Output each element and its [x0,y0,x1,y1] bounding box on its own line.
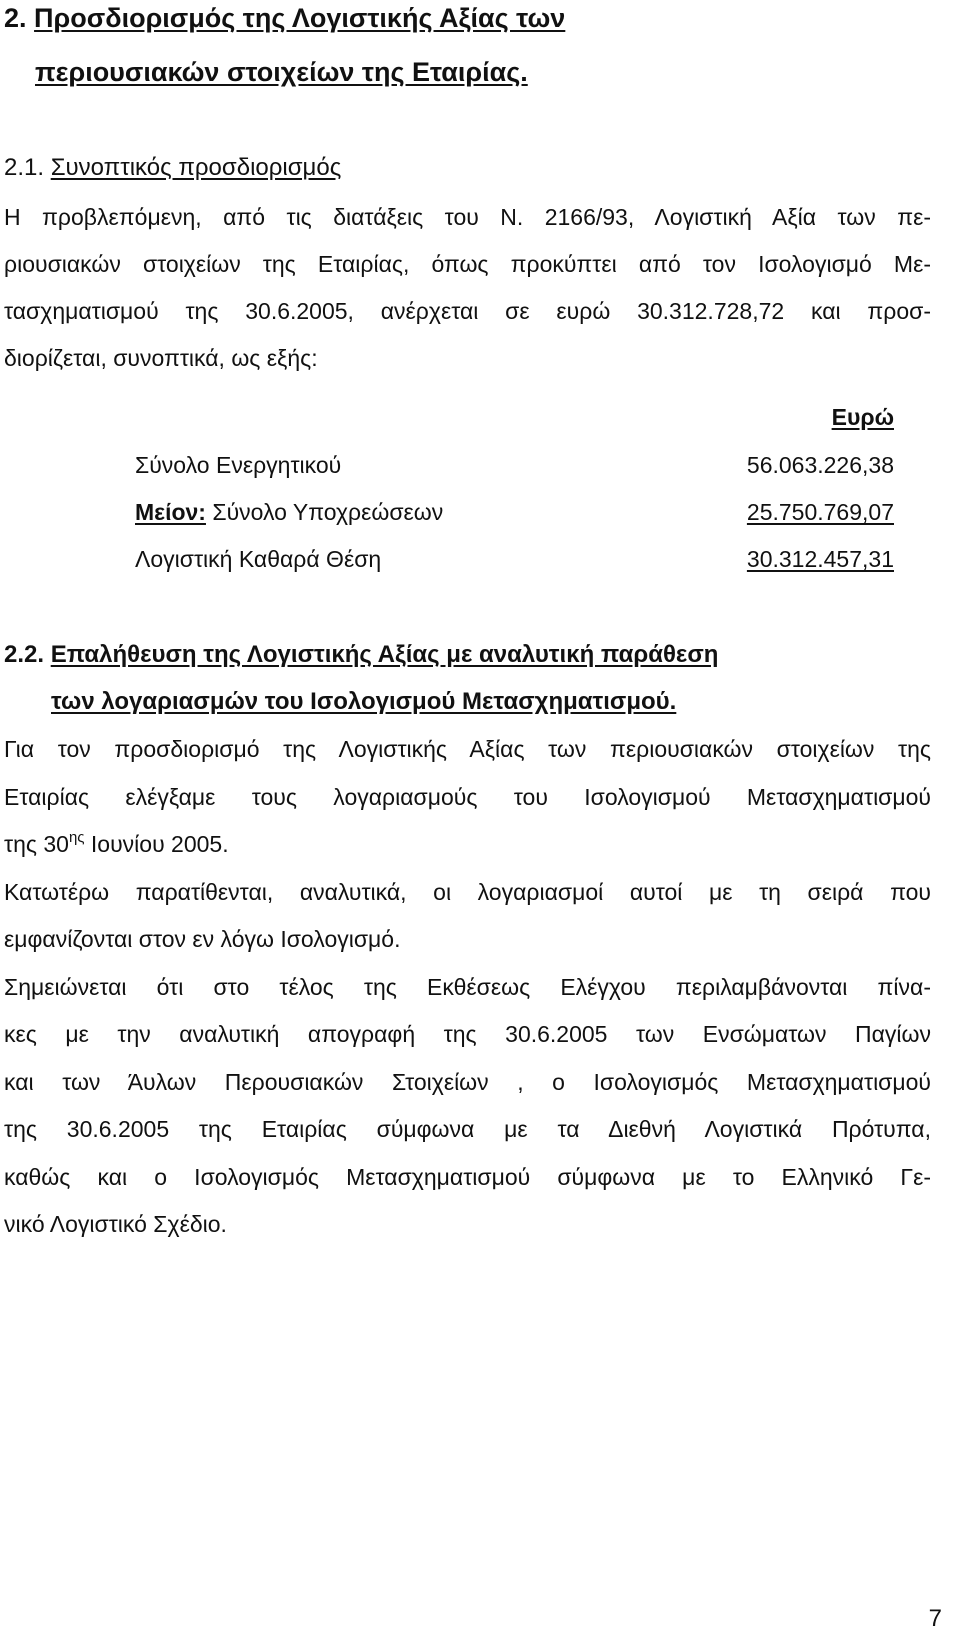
page-number: 7 [928,1605,942,1632]
paragraph-line: τασχηματισμού της 30.6.2005, ανέρχεται σε ευρώ 30.312.728,72 και προσ- [4,298,931,324]
paragraph-line: Για τον προσδιορισμό της Λογιστικής Αξίας των περιουσιακών στοιχείων της [4,736,931,762]
paragraph-line: της 30.6.2005 της Εταιρίας σύμφωνα με τα Διεθνή Λογιστικά Πρότυπα, [4,1116,931,1142]
section-2-title-part1: Προσδιορισμός της Λογιστικής Αξίας των [34,3,566,33]
section-2-1-heading [4,154,341,182]
paragraph-line: διορίζεται, συνοπτικά, ως εξής: [4,345,318,371]
section-2-title-part2: περιουσιακών στοιχείων της Εταιρίας. [35,57,528,87]
paragraph-line: καθώς και ο Ισολογισμός Μετασχηματισμού σύμφωνα με το Ελληνικό Γε- [4,1164,931,1190]
date-text-after: Ιουνίου 2005. [84,831,229,857]
summary-row-prefix: Μείον: [135,499,206,525]
summary-row-text: Λογιστική Καθαρά Θέση [135,546,382,572]
section-2-2-heading-line2 [51,688,676,716]
paragraph-line: Κατωτέρω παρατίθενται, αναλυτικά, οι λογαριασμοί αυτοί με τη σειρά που [4,879,931,905]
paragraph-line [4,830,229,858]
summary-row-label [135,545,381,573]
summary-row-label [135,498,443,526]
paragraph-line: ριουσιακών στοιχείων της Εταιρίας, όπως προκύπτει από τον Ισολογισμό Με- [4,251,931,277]
section-2-heading-line2 [35,56,528,88]
paragraph-line: νικό Λογιστικό Σχέδιο. [4,1211,227,1237]
summary-row-text: Σύνολο Υποχρεώσεων [205,499,444,525]
section-2-2-heading-line1 [4,641,718,669]
paragraph-line: κες με την αναλυτική απογραφή της 30.6.2005 των Ενσώματων Παγίων [4,1021,931,1047]
summary-row-value: 25.750.769,07 [746,499,894,525]
summary-row-value: 56.063.226,38 [746,452,894,478]
ordinal-suffix: ης [68,829,85,846]
paragraph-line: εμφανίζονται στον εν λόγω Ισολογισμό. [4,926,401,952]
section-2-2-title-part1: Επαλήθευση της Λογιστικής Αξίας με αναλυτική παράθεση [50,641,719,668]
section-2-heading-line1 [4,2,565,34]
date-text-before: της 30 [4,831,69,857]
summary-row-text: Σύνολο Ενεργητικού [135,452,342,478]
section-2-2-number: 2.2. [4,641,45,668]
section-2-1-number: 2.1. [4,154,45,181]
currency-header: Ευρώ [831,404,894,430]
section-2-1-title: Συνοπτικός προσδιορισμός [50,154,342,181]
section-2-2-title-part2: των λογαριασμών του Ισολογισμού Μετασχηματισμού. [51,688,677,715]
section-2-number: 2. [4,3,27,33]
summary-row-label [135,451,341,479]
paragraph-line: Εταιρίας ελέγξαμε τους λογαριασμούς του Ισολογισμού Μετασχηματισμού [4,784,931,810]
summary-row-value: 30.312.457,31 [746,546,894,572]
paragraph-line: Η προβλεπόμενη, από τις διατάξεις του Ν. 2166/93, Λογιστική Αξία των πε- [4,204,931,230]
paragraph-line: Σημειώνεται ότι στο τέλος της Εκθέσεως Ελέγχου περιλαμβάνονται πίνα- [4,974,931,1000]
paragraph-line: και των Άυλων Περουσιακών Στοιχείων , ο Ισολογισμός Μετασχηματισμού [4,1069,931,1095]
